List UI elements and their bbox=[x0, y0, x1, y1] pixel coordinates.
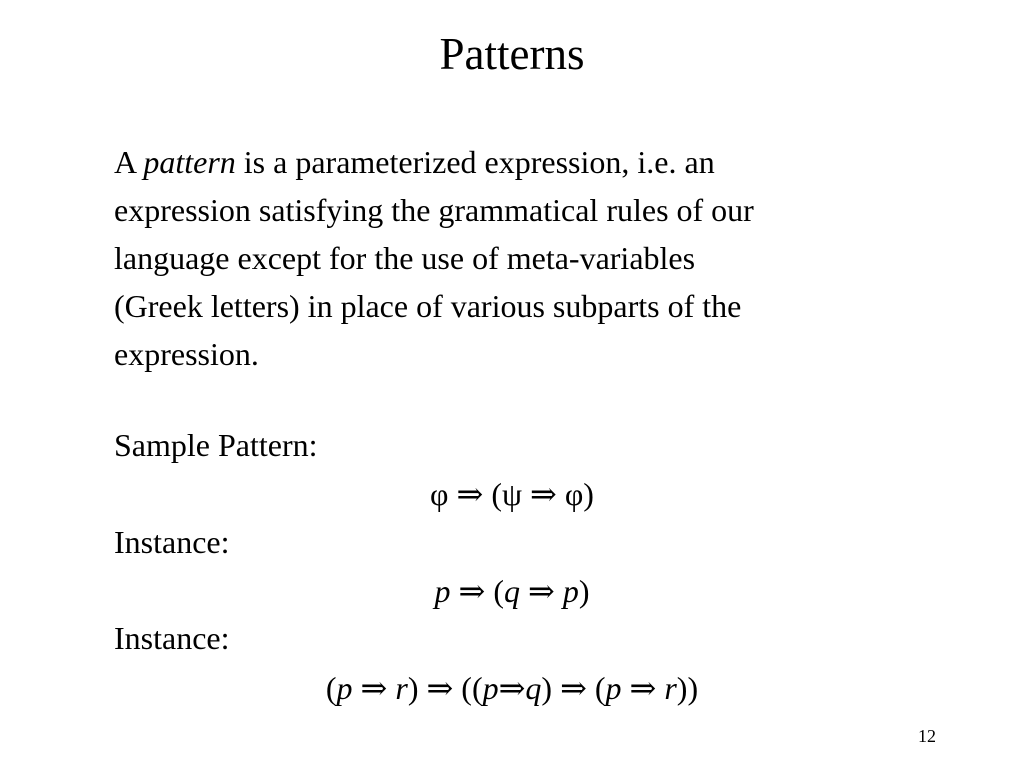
line1-end: is a parameterized expression, i.e. an bbox=[235, 144, 715, 180]
paragraph-line-1 bbox=[114, 138, 934, 186]
paragraph-line-5: expression. bbox=[114, 336, 259, 372]
instance-label-2: Instance: bbox=[114, 620, 230, 656]
paragraph-line-4: (Greek letters) in place of various subparts of the bbox=[114, 288, 742, 324]
formula-part: ) ⇒ ( bbox=[541, 670, 606, 706]
sample-pattern-label: Sample Pattern: bbox=[114, 427, 318, 463]
instance-label-1: Instance: bbox=[114, 524, 230, 560]
paragraph-line-2: expression satisfying the grammatical rules of our bbox=[114, 192, 754, 228]
var-p: p bbox=[482, 670, 499, 706]
var-q: q bbox=[525, 670, 542, 706]
formula-part: ⇒ bbox=[498, 670, 526, 706]
formula-part: ⇒ bbox=[352, 670, 396, 706]
slide-title: Patterns bbox=[439, 29, 585, 79]
var-p: p bbox=[336, 670, 353, 706]
paragraph-line-3: language except for the use of meta-variables bbox=[114, 240, 696, 276]
formula-part: ( bbox=[325, 670, 337, 706]
page-number: 12 bbox=[918, 726, 936, 746]
sample-pattern-formula: φ ⇒ (ψ ⇒ φ) bbox=[430, 476, 594, 512]
implies-open: ⇒ ( bbox=[450, 573, 504, 609]
line1-start: A bbox=[114, 144, 144, 180]
var-p: p bbox=[605, 670, 622, 706]
definition-paragraph bbox=[114, 138, 934, 378]
instance-formula-1 bbox=[0, 567, 1024, 615]
var-p: p bbox=[434, 573, 451, 609]
formula-part: ) ⇒ (( bbox=[407, 670, 483, 706]
implies: ⇒ bbox=[520, 573, 563, 609]
formula-part: ⇒ bbox=[621, 670, 665, 706]
instance-formula-2 bbox=[0, 664, 1024, 712]
close-paren: ) bbox=[578, 573, 590, 609]
var-r: r bbox=[395, 670, 408, 706]
var-p: p bbox=[562, 573, 579, 609]
var-q: q bbox=[504, 573, 520, 609]
formula-part: )) bbox=[676, 670, 699, 706]
var-r: r bbox=[664, 670, 677, 706]
pattern-term: pattern bbox=[143, 144, 236, 180]
